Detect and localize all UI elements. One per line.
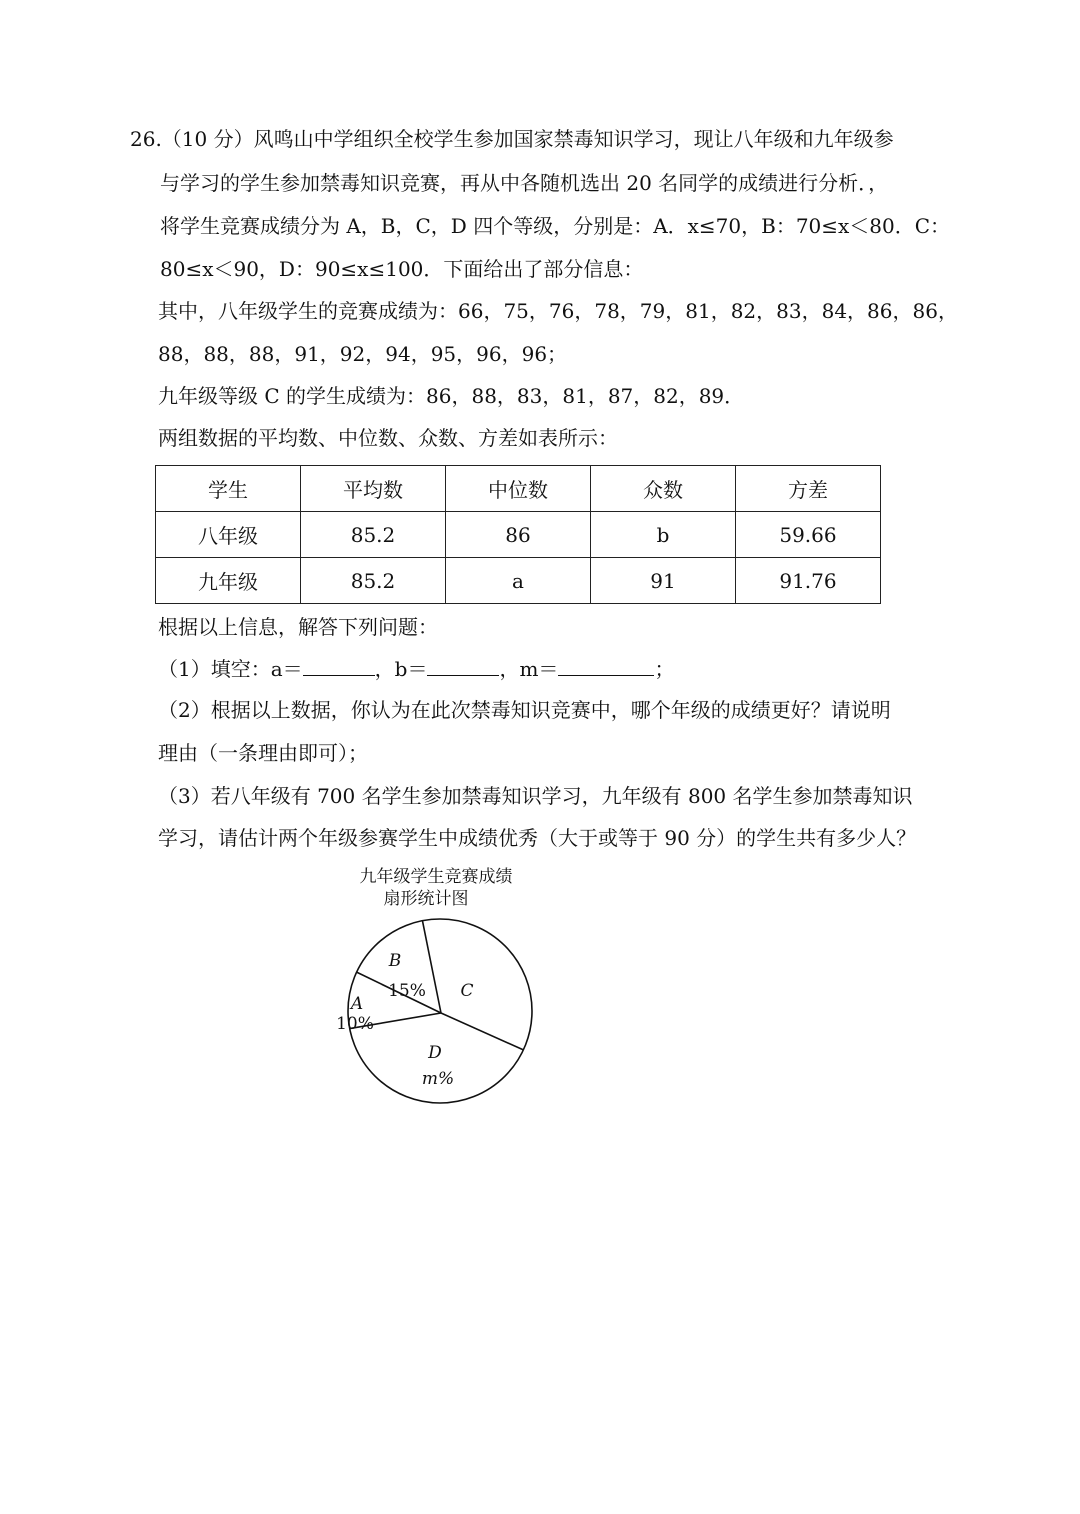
part-2-line-1: （2）根据以上数据，你认为在此次禁毒知识竞赛中，哪个年级的成绩更好？请说明 [158, 698, 891, 722]
answer-blank-m [558, 657, 654, 676]
question-line-3: 将学生竞赛成绩分为 A，B，C，D 四个等级，分别是：A．x≤70，B：70≤x＜80．C： [160, 214, 951, 238]
answer-blank-b [427, 657, 499, 676]
table-cell: 86 [446, 512, 591, 558]
pie-label-b: B [388, 951, 402, 971]
table-header-row [156, 466, 881, 512]
pie-value-b: 15% [388, 981, 426, 1001]
table-cell: 85.2 [301, 558, 446, 604]
table-row [156, 558, 881, 604]
question-line-8: 两组数据的平均数、中位数、众数、方差如表所示： [158, 426, 618, 450]
part-1-line [158, 656, 674, 682]
table-cell: a [446, 558, 591, 604]
chart-title: 九年级学生竞赛成绩 [359, 867, 513, 887]
table-header-cell: 中位数 [446, 466, 591, 512]
part-1-prefix: （1）填空：a＝ [158, 657, 303, 681]
part-2-line-2: 理由（一条理由即可）； [158, 741, 368, 765]
table-cell: 九年级 [156, 558, 301, 604]
table-cell: b [591, 512, 736, 558]
table-row [156, 512, 881, 558]
part-1-end: ； [654, 657, 675, 681]
instructions-line: 根据以上信息，解答下列问题： [158, 615, 438, 639]
question-line-6: 88，88，88，91，92，94，95，96，96； [158, 342, 568, 366]
table-header-cell: 学生 [156, 466, 301, 512]
table-cell: 59.66 [736, 512, 881, 558]
pie-value-d: m% [421, 1069, 455, 1089]
pie-label-d: D [428, 1043, 442, 1063]
pie-value-a: 10% [336, 1014, 374, 1034]
answer-blank-a [303, 657, 375, 676]
table-cell: 85.2 [301, 512, 446, 558]
part-1-m-label: ，m＝ [499, 657, 559, 681]
question-line-4: 80≤x＜90，D：90≤x≤100．下面给出了部分信息： [160, 257, 644, 281]
pie-chart [336, 910, 540, 1110]
question-line-7: 九年级等级 C 的学生成绩为：86，88，83，81，87，82，89． [158, 384, 745, 408]
table-header-cell: 方差 [736, 466, 881, 512]
question-line-1: 26.（10 分）风鸣山中学组织全校学生参加国家禁毒知识学习，现让八年级和九年级参 [130, 127, 894, 151]
stats-table [155, 465, 881, 604]
table-cell: 91.76 [736, 558, 881, 604]
pie-label-c: C [460, 981, 474, 1001]
question-line-2: 与学习的学生参加禁毒知识竞赛，再从中各随机选出 20 名同学的成绩进行分析．， [160, 171, 889, 195]
part-3-line-2: 学习，请估计两个年级参赛学生中成绩优秀（大于或等于 90 分）的学生共有多少人？ [158, 826, 917, 850]
question-line-5: 其中，八年级学生的竞赛成绩为：66，75，76，78，79，81，82，83，84，86，86， [158, 299, 958, 323]
part-1-b-label: ，b＝ [374, 657, 428, 681]
chart-subtitle: 扇形统计图 [383, 889, 469, 909]
pie-label-a: A [350, 994, 364, 1014]
table-header-cell: 平均数 [301, 466, 446, 512]
table-header-cell: 众数 [591, 466, 736, 512]
table-cell: 91 [591, 558, 736, 604]
part-3-line-1: （3）若八年级有 700 名学生参加禁毒知识学习，九年级有 800 名学生参加禁毒知识 [158, 784, 913, 808]
pie-slice-boundary-d [441, 1013, 523, 1050]
table-cell: 八年级 [156, 512, 301, 558]
